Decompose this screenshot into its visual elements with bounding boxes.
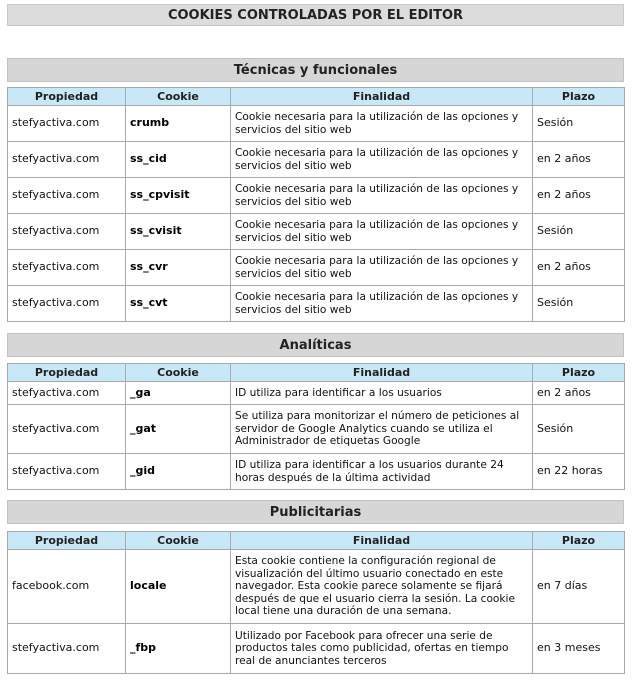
cell-purpose: Cookie necesaria para la utilización de las opciones y servicios del sitio web <box>231 178 533 214</box>
cell-property: stefyactiva.com <box>8 250 126 286</box>
cell-term: Sesión <box>533 286 625 322</box>
header-property: Propiedad <box>8 532 126 550</box>
section-title-analiticas: Analíticas <box>7 333 624 357</box>
cell-cookie: ss_cvt <box>126 286 231 322</box>
table-header-row <box>8 532 625 550</box>
cookies-table-publicitarias <box>7 531 625 674</box>
table-row <box>8 454 625 490</box>
cell-property: stefyactiva.com <box>8 142 126 178</box>
cell-cookie: locale <box>126 550 231 624</box>
cell-property: stefyactiva.com <box>8 624 126 674</box>
cell-purpose: Cookie necesaria para la utilización de las opciones y servicios del sitio web <box>231 142 533 178</box>
cell-property: stefyactiva.com <box>8 286 126 322</box>
cell-term: en 2 años <box>533 250 625 286</box>
table-row <box>8 250 625 286</box>
header-property: Propiedad <box>8 364 126 382</box>
cell-term: Sesión <box>533 214 625 250</box>
cell-property: stefyactiva.com <box>8 454 126 490</box>
table-row <box>8 214 625 250</box>
table-row <box>8 142 625 178</box>
header-cookie: Cookie <box>126 532 231 550</box>
cell-purpose: Utilizado por Facebook para ofrecer una serie de productos tales como publicidad, ofertas en tiempo real de anunciantes terceros <box>231 624 533 674</box>
header-term: Plazo <box>533 532 625 550</box>
cell-term: en 2 años <box>533 382 625 405</box>
table-header-row <box>8 88 625 106</box>
cell-cookie: ss_cvisit <box>126 214 231 250</box>
cell-term: en 3 meses <box>533 624 625 674</box>
cell-cookie: ss_cvr <box>126 250 231 286</box>
header-cookie: Cookie <box>126 88 231 106</box>
cell-cookie: ss_cpvisit <box>126 178 231 214</box>
section-title-tecnicas: Técnicas y funcionales <box>7 58 624 82</box>
cell-property: stefyactiva.com <box>8 214 126 250</box>
cookies-table-tecnicas <box>7 87 625 322</box>
cell-purpose: Cookie necesaria para la utilización de las opciones y servicios del sitio web <box>231 250 533 286</box>
cell-purpose: Cookie necesaria para la utilización de las opciones y servicios del sitio web <box>231 214 533 250</box>
cell-purpose: Cookie necesaria para la utilización de las opciones y servicios del sitio web <box>231 286 533 322</box>
table-row <box>8 624 625 674</box>
cell-property: facebook.com <box>8 550 126 624</box>
table-row <box>8 178 625 214</box>
cell-purpose: ID utiliza para identificar a los usuarios <box>231 382 533 405</box>
cell-term: Sesión <box>533 405 625 454</box>
cell-property: stefyactiva.com <box>8 178 126 214</box>
header-term: Plazo <box>533 88 625 106</box>
cell-term: en 2 años <box>533 142 625 178</box>
cell-cookie: _fbp <box>126 624 231 674</box>
table-row <box>8 382 625 405</box>
header-purpose: Finalidad <box>231 532 533 550</box>
cell-term: en 22 horas <box>533 454 625 490</box>
cell-purpose: Esta cookie contiene la configuración regional de visualización del último usuario conectado en este navegador. Esta cookie parece solamente se fijará después de que el usuario cierra la sesión. La cookie local tiene una duración de una semana. <box>231 550 533 624</box>
table-row <box>8 405 625 454</box>
cell-cookie: _ga <box>126 382 231 405</box>
page-title: COOKIES CONTROLADAS POR EL EDITOR <box>7 4 624 26</box>
cell-purpose: Cookie necesaria para la utilización de las opciones y servicios del sitio web <box>231 106 533 142</box>
table-row <box>8 550 625 624</box>
cell-purpose: Se utiliza para monitorizar el número de peticiones al servidor de Google Analytics cuando se utiliza el Administrador de etiquetas Google <box>231 405 533 454</box>
table-header-row <box>8 364 625 382</box>
cell-term: Sesión <box>533 106 625 142</box>
cell-property: stefyactiva.com <box>8 382 126 405</box>
header-purpose: Finalidad <box>231 364 533 382</box>
cell-cookie: _gid <box>126 454 231 490</box>
cookies-table-analiticas <box>7 363 625 490</box>
cell-term: en 7 días <box>533 550 625 624</box>
table-row <box>8 106 625 142</box>
cell-cookie: crumb <box>126 106 231 142</box>
header-purpose: Finalidad <box>231 88 533 106</box>
header-cookie: Cookie <box>126 364 231 382</box>
header-property: Propiedad <box>8 88 126 106</box>
cell-purpose: ID utiliza para identificar a los usuarios durante 24 horas después de la última actividad <box>231 454 533 490</box>
cell-property: stefyactiva.com <box>8 106 126 142</box>
cell-term: en 2 años <box>533 178 625 214</box>
table-row <box>8 286 625 322</box>
cell-property: stefyactiva.com <box>8 405 126 454</box>
header-term: Plazo <box>533 364 625 382</box>
cell-cookie: _gat <box>126 405 231 454</box>
cell-cookie: ss_cid <box>126 142 231 178</box>
section-title-publicitarias: Publicitarias <box>7 500 624 524</box>
